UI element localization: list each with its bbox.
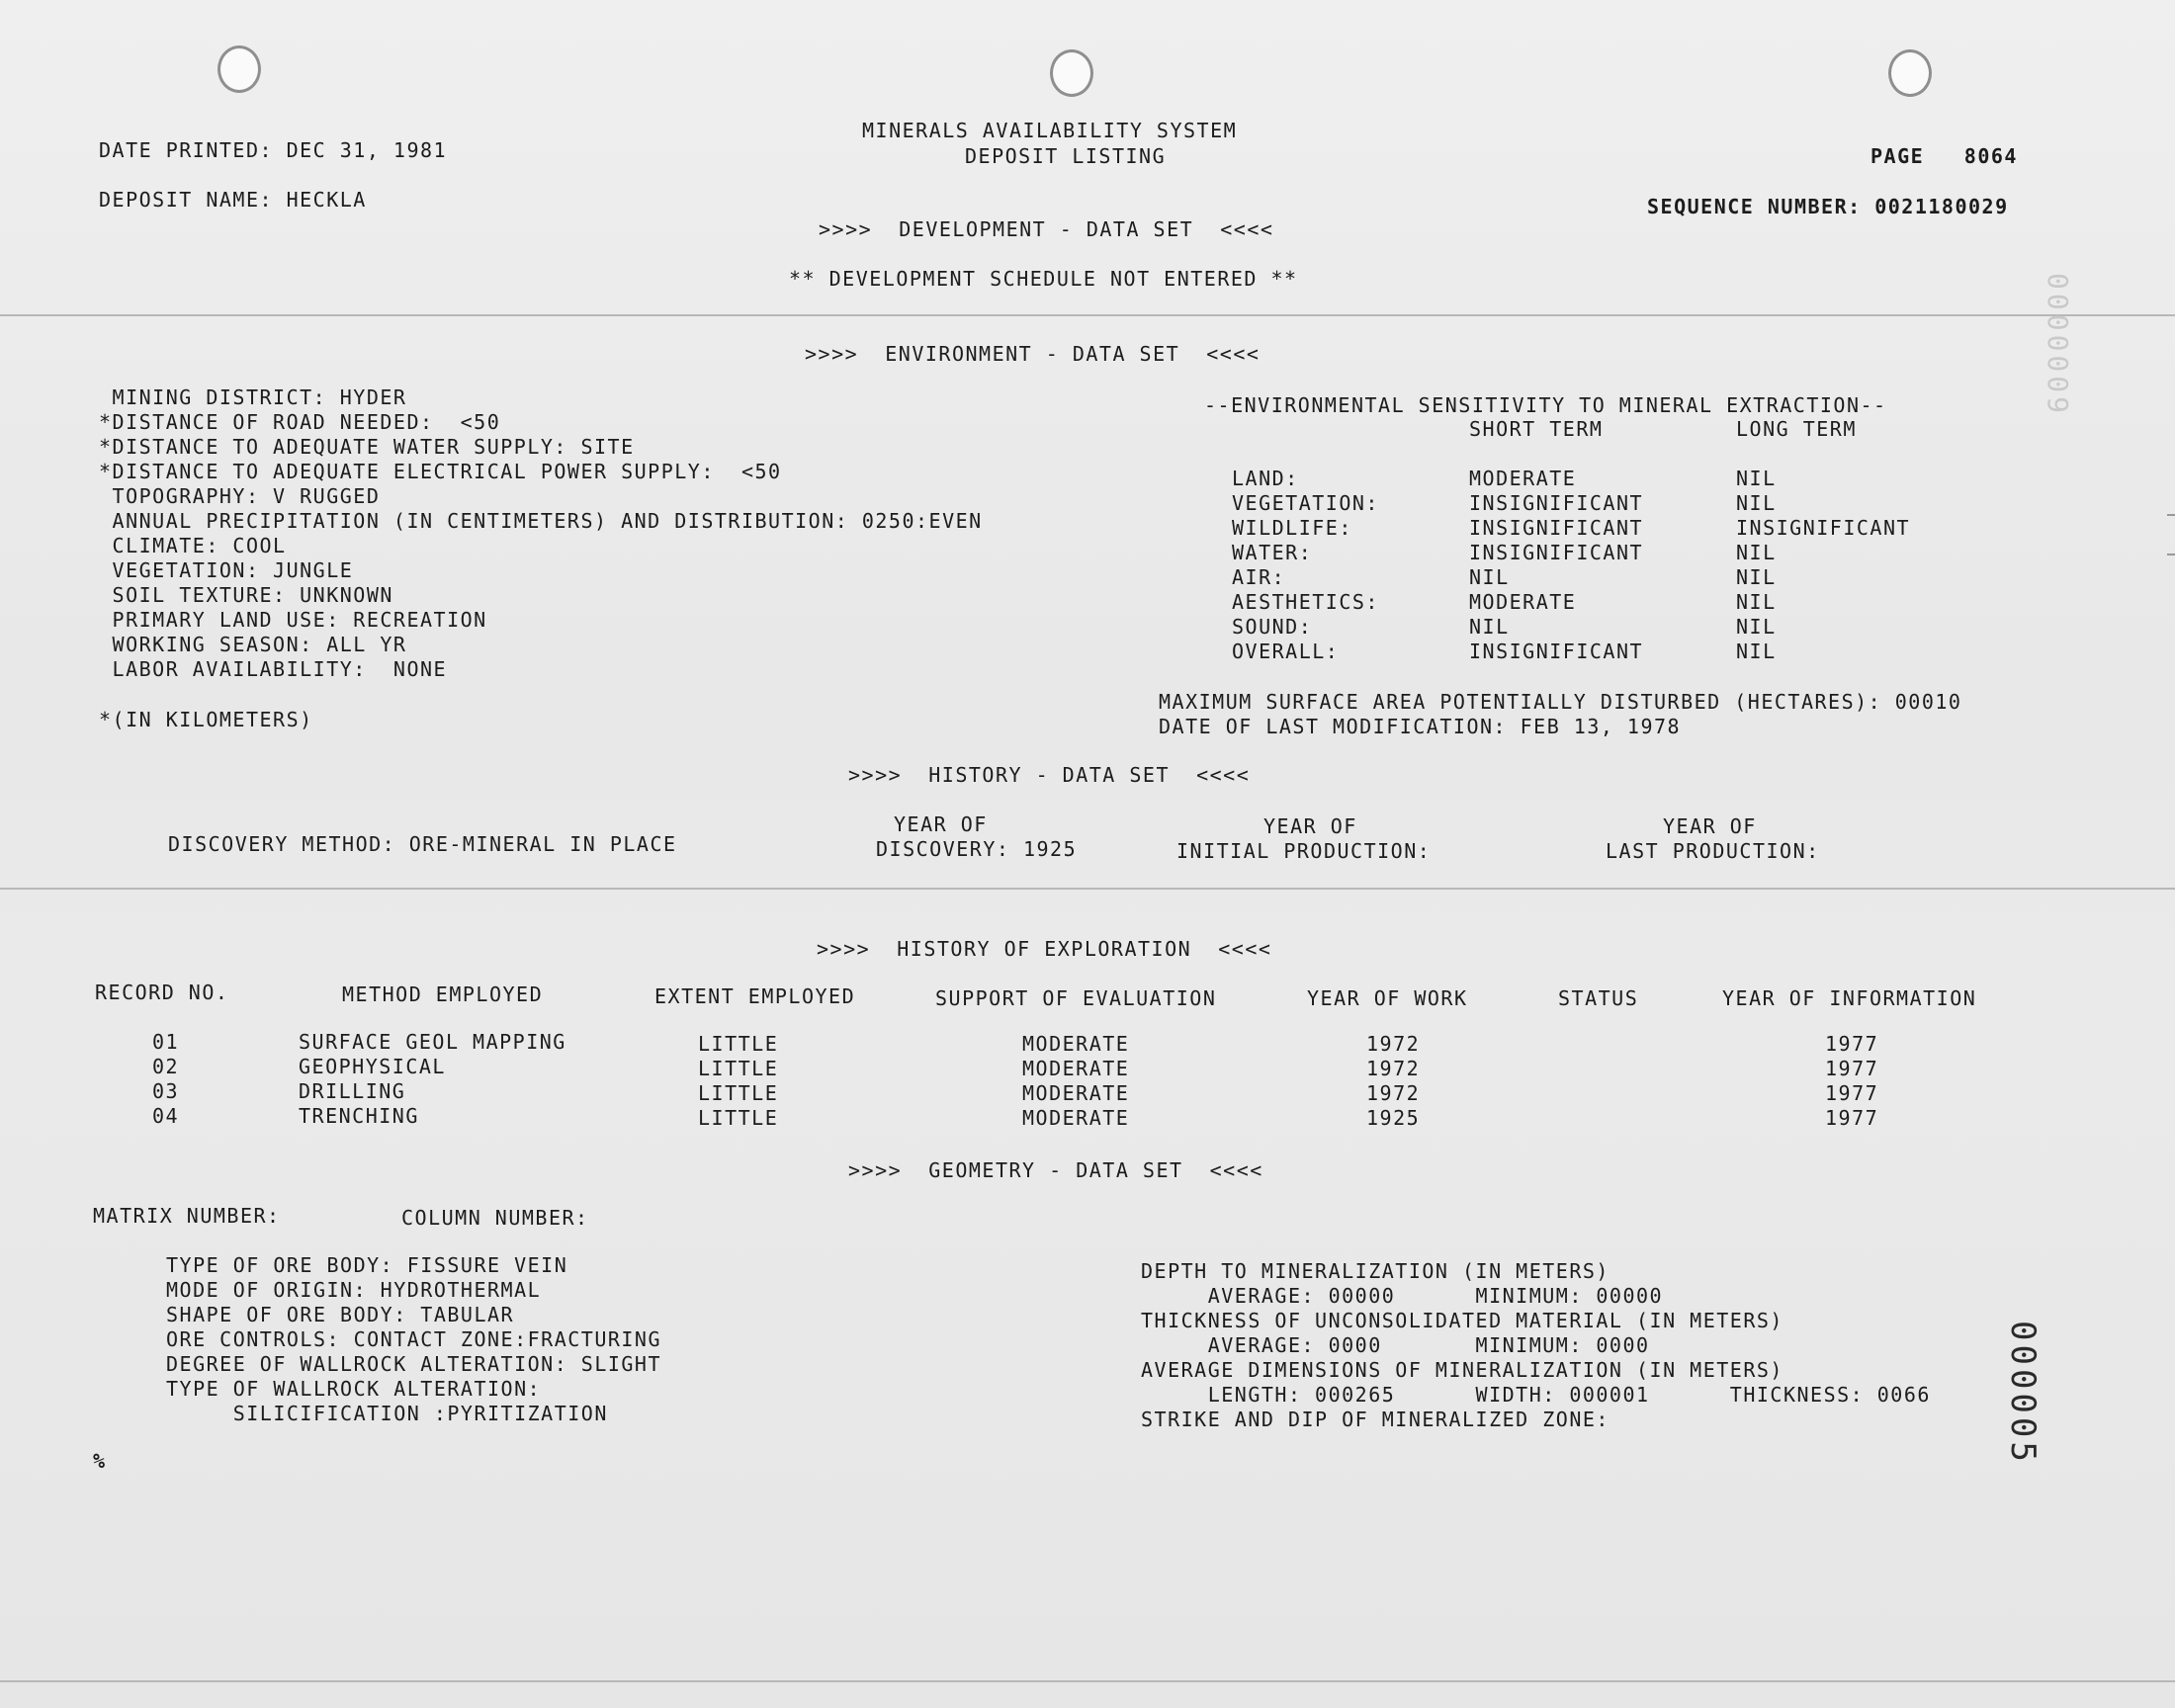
extent-employed: LITTLE xyxy=(698,1032,779,1056)
col-record-no: RECORD NO. xyxy=(95,981,229,1004)
geometry-heading: >>>> GEOMETRY - DATA SET <<<< xyxy=(848,1158,1263,1182)
sensitivity-short-term: INSIGNIFICANT xyxy=(1469,640,1644,663)
sensitivity-category: WILDLIFE: xyxy=(1232,516,1352,540)
geometry-line: STRIKE AND DIP OF MINERALIZED ZONE: xyxy=(1141,1408,1610,1431)
record-number: 02 xyxy=(152,1055,180,1078)
deposit-name: DEPOSIT NAME: HECKLA xyxy=(99,188,367,212)
col-extent: EXTENT EMPLOYED xyxy=(654,984,856,1008)
col-support: SUPPORT OF EVALUATION xyxy=(935,986,1217,1010)
sensitivity-short-term: NIL xyxy=(1469,565,1510,589)
env-line: ANNUAL PRECIPITATION (IN CENTIMETERS) AND DISTRIBUTION: 0250:EVEN xyxy=(99,509,983,533)
sensitivity-long-term: NIL xyxy=(1736,541,1777,564)
geometry-line: TYPE OF ORE BODY: FISSURE VEIN xyxy=(166,1253,568,1277)
env-line: PRIMARY LAND USE: RECREATION xyxy=(99,608,487,632)
sensitivity-category: AESTHETICS: xyxy=(1232,590,1379,614)
method-employed: DRILLING xyxy=(299,1079,406,1103)
perforation-line-bottom xyxy=(0,1680,2175,1682)
last-modification: DATE OF LAST MODIFICATION: FEB 13, 1978 xyxy=(1159,715,1682,738)
col-year-info: YEAR OF INFORMATION xyxy=(1722,986,1977,1010)
geometry-right xyxy=(1141,1259,1931,1432)
column-number: COLUMN NUMBER: xyxy=(401,1206,589,1230)
sensitivity-category: VEGETATION: xyxy=(1232,491,1379,515)
kilometers-footnote: *(IN KILOMETERS) xyxy=(99,708,313,731)
col-year-work: YEAR OF WORK xyxy=(1307,986,1468,1010)
development-heading: >>>> DEVELOPMENT - DATA SET <<<< xyxy=(819,217,1274,241)
sensitivity-long-term: NIL xyxy=(1736,590,1777,614)
matrix-number: MATRIX NUMBER: xyxy=(93,1204,281,1228)
record-number: 01 xyxy=(152,1030,180,1054)
year-of-work: 1925 xyxy=(1366,1106,1421,1130)
sensitivity-category: SOUND: xyxy=(1232,615,1313,639)
sensitivity-short-term: NIL xyxy=(1469,615,1510,639)
method-employed: TRENCHING xyxy=(299,1104,419,1128)
record-number: 03 xyxy=(152,1079,180,1103)
sequence-number: SEQUENCE NUMBER: 0021180029 xyxy=(1647,195,2009,218)
col-method: METHOD EMPLOYED xyxy=(342,982,544,1006)
method-employed: GEOPHYSICAL xyxy=(299,1055,446,1078)
year-of-work: 1972 xyxy=(1366,1057,1421,1080)
geometry-line: DEGREE OF WALLROCK ALTERATION: SLIGHT xyxy=(166,1352,662,1376)
history-heading: >>>> HISTORY - DATA SET <<<< xyxy=(848,763,1251,787)
year-of-work: 1972 xyxy=(1366,1081,1421,1105)
extent-employed: LITTLE xyxy=(698,1057,779,1080)
env-line: WORKING SEASON: ALL YR xyxy=(99,633,407,656)
sensitivity-long-term: NIL xyxy=(1736,491,1777,515)
geometry-line: DEPTH TO MINERALIZATION (IN METERS) xyxy=(1141,1259,1610,1283)
geometry-line: SHAPE OF ORE BODY: TABULAR xyxy=(166,1303,515,1326)
geometry-line: ORE CONTROLS: CONTACT ZONE:FRACTURING xyxy=(166,1327,662,1351)
sensitivity-short-term: MODERATE xyxy=(1469,467,1577,490)
env-line: LABOR AVAILABILITY: NONE xyxy=(99,657,448,681)
sensitivity-short-term: MODERATE xyxy=(1469,590,1577,614)
env-line: MINING DISTRICT: HYDER xyxy=(99,385,407,409)
env-line: *DISTANCE TO ADEQUATE ELECTRICAL POWER SUPPLY: <50 xyxy=(99,460,782,483)
env-line: TOPOGRAPHY: V RUGGED xyxy=(99,484,381,508)
max-surface-area: MAXIMUM SURFACE AREA POTENTIALLY DISTURBED (HECTARES): 00010 xyxy=(1159,690,1962,714)
env-line: *DISTANCE TO ADEQUATE WATER SUPPLY: SITE xyxy=(99,435,635,459)
geometry-line: LENGTH: 000265 WIDTH: 000001 THICKNESS: 0066 xyxy=(1141,1383,1931,1407)
perforation-line-top xyxy=(0,314,2175,316)
support-of-evaluation: MODERATE xyxy=(1022,1057,1130,1080)
environment-heading: >>>> ENVIRONMENT - DATA SET <<<< xyxy=(805,342,1261,366)
year-of-information: 1977 xyxy=(1825,1032,1879,1056)
geometry-line: THICKNESS OF UNCONSOLIDATED MATERIAL (IN METERS) xyxy=(1141,1309,1784,1332)
extent-employed: LITTLE xyxy=(698,1106,779,1130)
sensitivity-long-term: NIL xyxy=(1736,640,1777,663)
binder-hole-right xyxy=(1888,49,1932,97)
geometry-line: SILICIFICATION :PYRITIZATION xyxy=(166,1402,608,1425)
listing-title: DEPOSIT LISTING xyxy=(965,144,1167,168)
support-of-evaluation: MODERATE xyxy=(1022,1081,1130,1105)
short-term-label: SHORT TERM xyxy=(1469,417,1604,441)
geometry-line: TYPE OF WALLROCK ALTERATION: xyxy=(166,1377,542,1401)
perforation-line-middle xyxy=(0,888,2175,890)
env-line: SOIL TEXTURE: UNKNOWN xyxy=(99,583,393,607)
sensitivity-long-term: NIL xyxy=(1736,467,1777,490)
sensitivity-long-term: NIL xyxy=(1736,615,1777,639)
binder-hole-left xyxy=(218,45,261,93)
sensitivity-category: WATER: xyxy=(1232,541,1313,564)
binder-hole-center xyxy=(1050,49,1093,97)
discovery-year: DISCOVERY: 1925 xyxy=(876,837,1078,861)
environment-details xyxy=(99,385,983,682)
record-number: 04 xyxy=(152,1104,180,1128)
env-line: VEGETATION: JUNGLE xyxy=(99,558,354,582)
env-line: *DISTANCE OF ROAD NEEDED: <50 xyxy=(99,410,501,434)
sensitivity-category: LAND: xyxy=(1232,467,1299,490)
edge-mark xyxy=(2167,554,2175,555)
sensitivity-title: --ENVIRONMENTAL SENSITIVITY TO MINERAL EXTRACTION-- xyxy=(1204,393,1887,417)
geometry-left xyxy=(166,1253,661,1426)
year-of-work: 1972 xyxy=(1366,1032,1421,1056)
last-production: LAST PRODUCTION: xyxy=(1606,839,1820,863)
system-title: MINERALS AVAILABILITY SYSTEM xyxy=(862,119,1238,142)
geometry-line: AVERAGE DIMENSIONS OF MINERALIZATION (IN METERS) xyxy=(1141,1358,1784,1382)
initial-production: INITIAL PRODUCTION: xyxy=(1176,839,1432,863)
development-note: ** DEVELOPMENT SCHEDULE NOT ENTERED ** xyxy=(789,267,1298,291)
support-of-evaluation: MODERATE xyxy=(1022,1106,1130,1130)
frame-number-stamp: 000005 xyxy=(2003,1321,2043,1466)
geometry-line: MODE OF ORIGIN: HYDROTHERMAL xyxy=(166,1278,542,1302)
discovery-method: DISCOVERY METHOD: ORE-MINERAL IN PLACE xyxy=(168,832,677,856)
env-line: CLIMATE: COOL xyxy=(99,534,287,557)
extent-employed: LITTLE xyxy=(698,1081,779,1105)
sensitivity-short-term: INSIGNIFICANT xyxy=(1469,541,1644,564)
method-employed: SURFACE GEOL MAPPING xyxy=(299,1030,566,1054)
date-printed: DATE PRINTED: DEC 31, 1981 xyxy=(99,138,448,162)
faint-frame-stamp: 0000009 xyxy=(2042,273,2074,418)
year-of-information: 1977 xyxy=(1825,1081,1879,1105)
exploration-heading: >>>> HISTORY OF EXPLORATION <<<< xyxy=(817,937,1272,961)
sensitivity-long-term: NIL xyxy=(1736,565,1777,589)
sensitivity-category: OVERALL: xyxy=(1232,640,1340,663)
edge-mark xyxy=(2167,514,2175,516)
year-of-label-last: YEAR OF xyxy=(1663,814,1757,838)
footer-mark: % xyxy=(93,1449,107,1473)
year-of-information: 1977 xyxy=(1825,1106,1879,1130)
year-of-label-discovery: YEAR OF xyxy=(894,812,988,836)
long-term-label: LONG TERM xyxy=(1736,417,1857,441)
year-of-label-initial: YEAR OF xyxy=(1263,814,1357,838)
geometry-line: AVERAGE: 0000 MINIMUM: 0000 xyxy=(1141,1333,1650,1357)
sensitivity-category: AIR: xyxy=(1232,565,1286,589)
sensitivity-short-term: INSIGNIFICANT xyxy=(1469,491,1644,515)
geometry-line: AVERAGE: 00000 MINIMUM: 00000 xyxy=(1141,1284,1664,1308)
sensitivity-short-term: INSIGNIFICANT xyxy=(1469,516,1644,540)
sensitivity-long-term: INSIGNIFICANT xyxy=(1736,516,1911,540)
col-status: STATUS xyxy=(1558,986,1639,1010)
year-of-information: 1977 xyxy=(1825,1057,1879,1080)
support-of-evaluation: MODERATE xyxy=(1022,1032,1130,1056)
page-number: PAGE 8064 xyxy=(1870,144,2018,168)
